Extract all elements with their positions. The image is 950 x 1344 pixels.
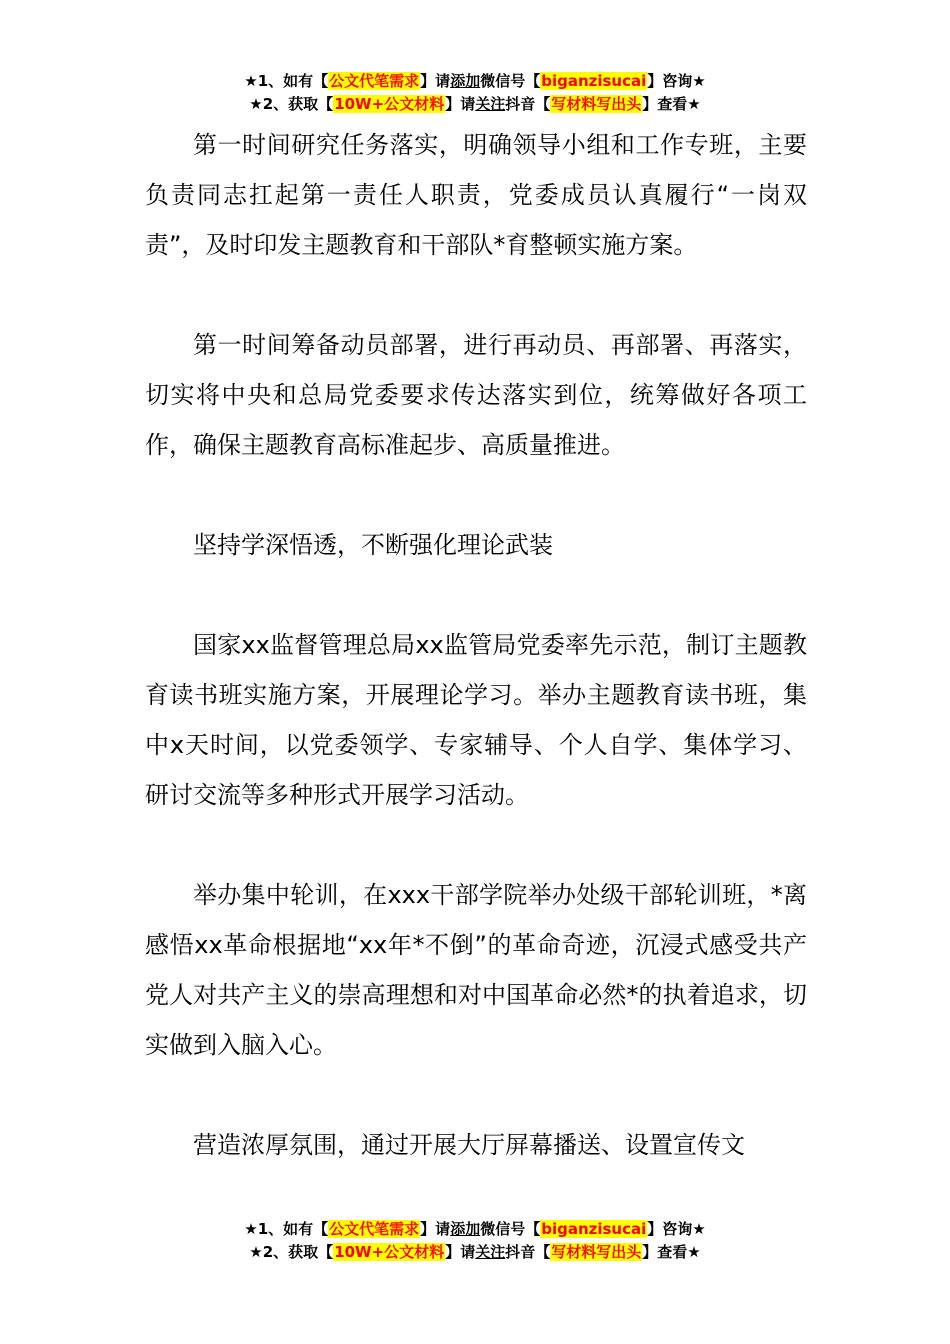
banner-text: 】查看★ [642,1243,701,1261]
paragraph: 举办集中轮训，在xxx干部学院举办处级干部轮训班，*离感悟xx革命根据地“xx年*不倒”的革命奇迹，沉浸式感受共产党人对共产主义的崇高理想和对中国革命必然*的执着追求，切实做到入脑入心。 [145,881,807,1059]
banner-text: 】咨询★ [647,1220,706,1238]
banner-highlight: 写材料写出头 [551,95,642,113]
banner-highlight: 写材料写出头 [551,1243,642,1261]
banner-text: 】请 [445,95,476,113]
banner-underlined: 关注 [475,95,506,113]
banner-underlined: 关注 [475,1243,506,1261]
banner-text: ★1、如有【 [244,72,329,90]
banner-text: 】请 [445,1243,476,1261]
paragraph: 营造浓厚氛围，通过开展大厅屏幕播送、设置宣传文 [193,1131,745,1159]
banner-highlight: biganzisucai [541,1220,647,1238]
banner-text: ★2、获取【 [249,95,334,113]
banner-text: ★2、获取【 [249,1243,334,1261]
banner-text: 微信号【 [480,72,541,90]
banner-underlined: 添加 [450,72,481,90]
banner-text: 抖音【 [505,95,551,113]
banner-text: 抖音【 [505,1243,551,1261]
banner-text: 】请 [420,72,451,90]
banner-underlined: 添加 [450,1220,481,1238]
banner-text: 】请 [420,1220,451,1238]
banner-text: 】咨询★ [647,72,706,90]
banner-text: ★1、如有【 [244,1220,329,1238]
banner-highlight: 10W+公文材料 [334,1243,445,1261]
banner-highlight: 10W+公文材料 [334,95,445,113]
banner-line-2 [0,93,950,116]
banner-highlight: 公文代笔需求 [329,1220,420,1238]
banner-line-2 [0,1241,950,1264]
paragraph: 第一时间研究任务落实，明确领导小组和工作专班，主要负责同志扛起第一责任人职责，党委成员认真履行“一岗双责”，及时印发主题教育和干部队*育整顿实施方案。 [145,131,807,259]
banner-text: 】查看★ [642,95,701,113]
paragraph: 第一时间筹备动员部署，进行再动员、再部署、再落实，切实将中央和总局党委要求传达落实到位，统筹做好各项工作，确保主题教育高标准起步、高质量推进。 [145,331,807,459]
document-body [145,120,807,1220]
header-banner [0,70,950,116]
banner-line-1 [0,70,950,93]
banner-highlight: biganzisucai [541,72,647,90]
banner-highlight: 公文代笔需求 [329,72,420,90]
section-heading: 坚持学深悟透，不断强化理论武装 [193,531,553,559]
banner-line-1 [0,1218,950,1241]
paragraph: 国家xx监督管理总局xx监管局党委率先示范，制订主题教育读书班实施方案，开展理论学习。举办主题教育读书班，集中x天时间，以党委领学、专家辅导、个人自学、集体学习、研讨交流等多种形式开展学习活动。 [145,631,807,809]
footer-banner [0,1218,950,1264]
banner-text: 微信号【 [480,1220,541,1238]
